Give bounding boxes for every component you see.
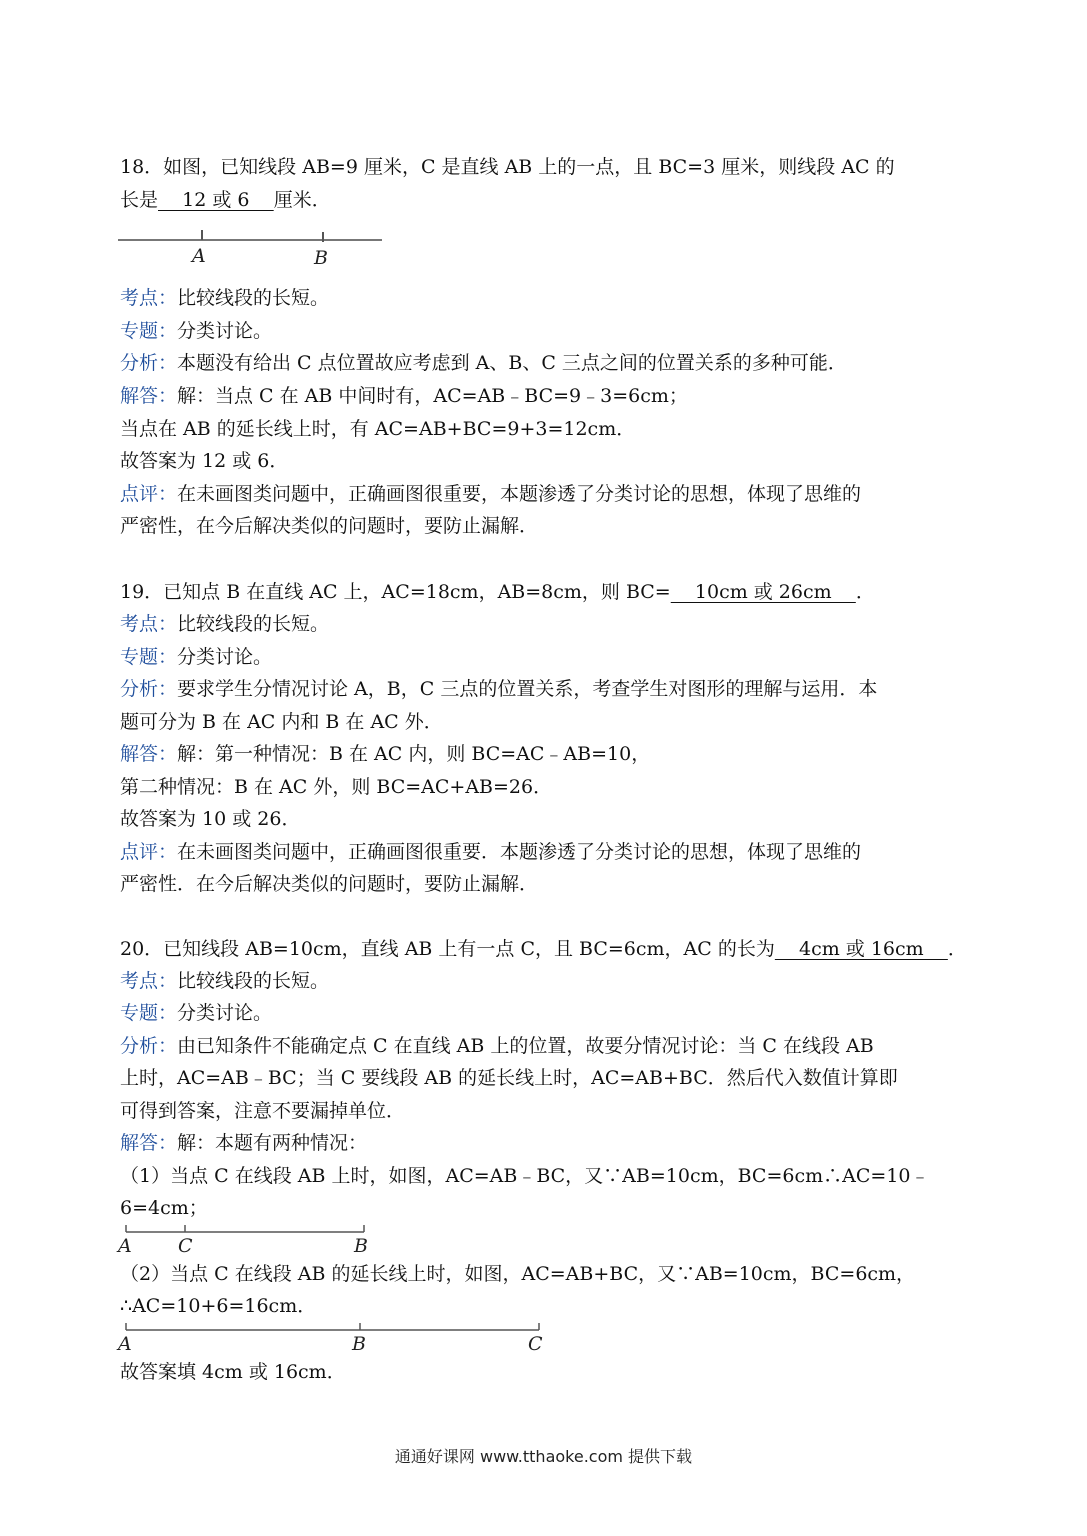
q19-stem (120, 578, 980, 606)
q18-jieda (120, 382, 980, 410)
label-jieda: 解答： (120, 385, 178, 407)
label-fenxi: 分析： (120, 678, 178, 700)
q18-fenxi (120, 349, 980, 377)
label-fenxi: 分析： (120, 1035, 178, 1057)
q18-stem-line2 (120, 186, 980, 214)
q19-fenxi-line2: 题可分为 B 在 AC 内和 B 在 AC 外． (120, 711, 443, 733)
q18-point-a: A (192, 245, 206, 267)
q19-stem-prefix: 19．已知点 B 在直线 AC 上，AC=18cm，AB=8cm，则 BC= (120, 581, 671, 603)
q20-stem-suffix: ． (947, 938, 967, 960)
q20-zhuanti (120, 999, 980, 1027)
q20-answer: 4cm 或 16cm (774, 938, 948, 960)
q19-answer: 10cm 或 26cm (670, 581, 856, 603)
q18-jieda-text: 解：当点 C 在 AB 中间时有，AC=AB﹣BC=9﹣3=6cm； (177, 385, 688, 407)
q19-zhuanti (120, 643, 980, 671)
label-fenxi: 分析： (120, 352, 178, 374)
page-footer: 通通好课网 www.tthaoke.com 提供下载 (394, 1447, 693, 1466)
q18-stem-line1: 18．如图，已知线段 AB=9 厘米，C 是直线 AB 上的一点，且 BC=3 厘米，则线段 AC 的 (120, 156, 895, 178)
q20-figure-2 (118, 1320, 558, 1356)
q19-stem-suffix: ． (855, 581, 875, 603)
q20-fenxi-line3: 可得到答案，注意不要漏掉单位． (120, 1100, 406, 1122)
label-zhuanti: 专题： (120, 646, 178, 668)
q19-fenxi-text: 要求学生分情况讨论 A，B，C 三点的位置关系，考查学生对图形的理解与运用．本 (177, 678, 878, 700)
q20-fenxi-line2: 上时，AC=AB﹣BC；当 C 要线段 AB 的延长线上时，AC=AB+BC．然后代入数值计算即 (120, 1067, 898, 1089)
q18-zhuanti-text: 分类讨论。 (177, 320, 273, 342)
q19-zhuanti-text: 分类讨论。 (177, 646, 273, 668)
q19-dianping-text: 在未画图类问题中，正确画图很重要．本题渗透了分类讨论的思想，体现了思维的 (177, 841, 862, 863)
q19-jieda-line3: 故答案为 10 或 26． (120, 808, 301, 830)
q19-jieda (120, 740, 980, 768)
q18-figure (118, 228, 388, 270)
q20-jieda (120, 1129, 980, 1157)
q18-jieda-line2: 当点在 AB 的延长线上时，有 AC=AB+BC=9+3=12cm． (120, 418, 636, 440)
q20-case1-line1: （1）当点 C 在线段 AB 上时，如图，AC=AB﹣BC，又∵AB=10cm，BC=6cm∴AC=10﹣ (120, 1165, 930, 1187)
label-kaodian: 考点： (120, 287, 178, 309)
q20-fig1-point-c: C (178, 1235, 193, 1257)
q20-stem (120, 935, 980, 963)
q18-kaodian-text: 比较线段的长短。 (177, 287, 330, 309)
q20-final: 故答案填 4cm 或 16cm． (120, 1361, 346, 1383)
q18-dianping-line2: 严密性，在今后解决类似的问题时，要防止漏解． (120, 515, 539, 537)
q20-figure-1 (118, 1222, 378, 1258)
q18-fenxi-text: 本题没有给出 C 点位置故应考虑到 A、B、C 三点之间的位置关系的多种可能． (177, 352, 847, 374)
q20-fig2-point-c: C (528, 1333, 543, 1355)
label-zhuanti: 专题： (120, 320, 178, 342)
q19-fenxi (120, 675, 980, 703)
q20-zhuanti-text: 分类讨论。 (177, 1002, 273, 1024)
q20-kaodian (120, 967, 980, 995)
label-dianping: 点评： (120, 483, 178, 505)
q19-jieda-text: 解：第一种情况：B 在 AC 内，则 BC=AC﹣AB=10， (177, 743, 651, 765)
q18-stem-suffix: 厘米． (273, 189, 331, 211)
q20-stem-prefix: 20．已知线段 AB=10cm，直线 AB 上有一点 C，且 BC=6cm，AC 的长为 (120, 938, 775, 960)
q18-stem-prefix: 长是 (120, 189, 159, 211)
q19-dianping-line2: 严密性．在今后解决类似的问题时，要防止漏解． (120, 873, 539, 895)
label-dianping: 点评： (120, 841, 178, 863)
q18-answer: 12 或 6 (158, 189, 274, 211)
q20-fig1-point-a: A (118, 1235, 132, 1257)
q18-dianping (120, 480, 980, 508)
q18-point-b: B (314, 247, 328, 269)
q19-kaodian (120, 610, 980, 638)
q20-jieda-text: 解：本题有两种情况： (177, 1132, 368, 1154)
q20-kaodian-text: 比较线段的长短。 (177, 970, 330, 992)
q20-fig2-point-a: A (118, 1333, 132, 1355)
label-kaodian: 考点： (120, 613, 178, 635)
q20-case1-line2: 6=4cm； (120, 1197, 208, 1219)
q18-kaodian (120, 284, 980, 312)
q20-fig1-point-b: B (354, 1235, 368, 1257)
q19-jieda-line2: 第二种情况：B 在 AC 外，则 BC=AC+AB=26． (120, 776, 553, 798)
q20-fenxi (120, 1032, 980, 1060)
q20-fenxi-text: 由已知条件不能确定点 C 在直线 AB 上的位置，故要分情况讨论：当 C 在线段 AB (177, 1035, 874, 1057)
q20-case2-line1: （2）当点 C 在线段 AB 的延长线上时，如图，AC=AB+BC，又∵AB=10cm，BC=6cm， (120, 1263, 916, 1285)
label-kaodian: 考点： (120, 970, 178, 992)
q18-zhuanti (120, 317, 980, 345)
q20-case2-line2: ∴AC=10+6=16cm． (120, 1295, 317, 1317)
q20-fig2-point-b: B (352, 1333, 366, 1355)
q18-jieda-line3: 故答案为 12 或 6． (120, 450, 289, 472)
label-jieda: 解答： (120, 1132, 178, 1154)
q18-dianping-text: 在未画图类问题中，正确画图很重要，本题渗透了分类讨论的思想，体现了思维的 (177, 483, 862, 505)
q19-kaodian-text: 比较线段的长短。 (177, 613, 330, 635)
label-jieda: 解答： (120, 743, 178, 765)
q19-dianping (120, 838, 980, 866)
label-zhuanti: 专题： (120, 1002, 178, 1024)
